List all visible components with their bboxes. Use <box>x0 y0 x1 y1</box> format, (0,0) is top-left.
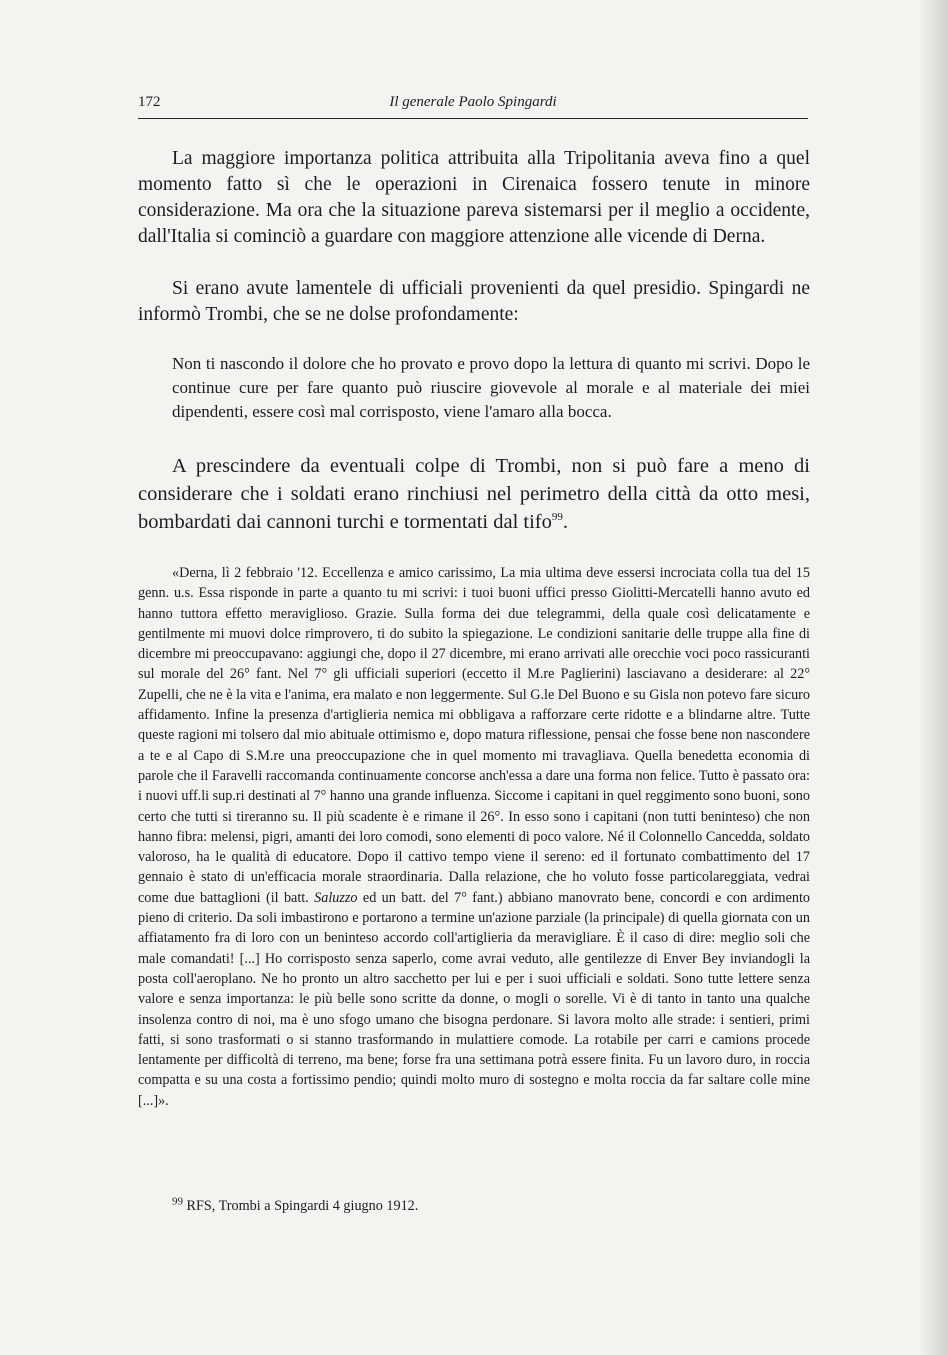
page-number: 172 <box>138 94 161 110</box>
footnote-99-text: RFS, Trombi a Spingardi 4 giugno 1912. <box>186 1198 419 1214</box>
footnote-letter <box>138 563 810 1111</box>
block-quote: Non ti nascondo il dolore che ho provato e provo dopo la lettura di quanto mi scrivi. Dopo le continue cure per fare quanto può riuscire giovevole al morale e al materiale dei miei dipendenti, essere così mal corrisposto, viene l'amaro alla bocca. <box>172 354 810 421</box>
body-paragraph-2: Si erano avute lamentele di ufficiali provenienti da quel presidio. Spingardi ne informò Trombi, che se ne dolse profondamente: <box>138 278 810 325</box>
running-title: Il generale Paolo Spingardi <box>389 94 557 110</box>
body-paragraph-1: La maggiore importanza politica attribuita alla Tripolitania aveva fino a quel momento fatto sì che le operazioni in Cirenaica fossero tenute in minore considerazione. Ma ora che la situazione pareva sistemarsi per il meglio a occidente, dall'Italia si cominciò a guardare con maggiore attenzione alle vicende di Derna. <box>138 148 810 247</box>
footnote-ref-99[interactable]: 99 <box>551 511 563 524</box>
footnote-letter-italic: Saluzzo <box>314 889 358 906</box>
body-paragraph-3-end: . <box>562 511 568 533</box>
page-header <box>138 92 808 119</box>
footnote-99-number: 99 <box>172 1195 183 1208</box>
footnote-99 <box>172 1196 810 1216</box>
body-paragraph-3 <box>138 452 810 536</box>
body-paragraph-3-text: A prescindere da eventuali colpe di Trombi, non si può fare a meno di considerare che i soldati erano rinchiusi nel perimetro della città da otto mesi, bombardati dai cannoni turchi e tormentati dal tifo <box>138 455 810 533</box>
footnote-letter-part-2: ed un batt. del 7° fant.) abbiano manovrato bene, concordi e con ardimento pieno di criterio. Da soli imbastirono e portarono a termine un'azione parziale (la principale) di quella giornata con un affiatamento fra di loro con un beninteso accordo coll'artiglieria da meravigliare. È il caso di dire: meglio soli che male comandati! [...] Ho corrisposto senza saperlo, come avrai veduto, alle gentilezze di Enver Bey inviandogli la posta coll'aeroplano. Ne ho pronto un altro sacchetto per lui e per i suoi ufficiali e soldati. Sono tutte lettere senza valore e senza importanza: le più belle sono scritte da donne, o mogli o sorelle. Vi è di tanto in tanto una qualche insolenza contro di noi, ma è uno sfogo umano che bisogna perdonare. Si lavora molto alle strade: i sentieri, primi fatti, si sono trasformati o si stanno trasformando in mulattiere comode. La rotabile per carri e camions procede lentamente per difficoltà di terreno, ma bene; forse fra una settimana potrà essere finita. Fu un lavoro duro, in roccia compatta e su una costa a fortissimo pendio; quindi molto muro di sostegno e molta roccia da far saltare colle mine [...]». <box>138 889 810 1109</box>
scan-edge-shadow <box>918 0 948 1355</box>
footnote-letter-part-1: «Derna, lì 2 febbraio '12. Eccellenza e amico carissimo, La mia ultima deve essersi incrociata colla tua del 15 genn. u.s. Essa risponde in parte a quanto tu mi scrivi: i tuoi buoni uffici presso Giolitti-Mercatelli hanno avuto ed hanno tuttora effetto meraviglioso. Grazie. Sulla forma dei due telegrammi, della quale così delicatamente e gentilmente mi muovi dolce rimprovero, ti do subito la spiegazione. Le condizioni sanitarie delle truppe alla fine di dicembre mi preoccupavano: aggiungi che, dopo il 27 dicembre, mi erano arrivati alle orecchie voci poco rassicuranti sul morale del 26° fant. Nel 7° gli ufficiali superiori (eccetto il M.re Paglierini) lasciavano a desiderare: al 22° Zupelli, che ne è la vita e l'anima, era malato e non leggermente. Sul G.le Del Buono e su Gisla non potevo fare sicuro affidamento. Infine la presenza d'artiglieria nemica mi obbligava a rafforzare certe ridotte e a blindarne altre. Tutte queste ragioni mi tolsero dal mio abituale ottimismo e, dopo matura riflessione, pensai che fosse bene non nascondere a te e al Capo di S.M.re una preoccupazione che in quel momento mi travagliava. Quella benedetta economia di parole che il Faravelli raccomanda continuamente concorse anch'essa a dare una forma non felice. Tutto è passato ora: i nuovi uff.li sup.ri destinati al 7° hanno una grande influenza. Siccome i capitani in quel reggimento sono buoni, sono certo che tutti si tireranno su. Il più scadente è e rimane il 26°. In esso sono i capitani (non tutti beninteso) che non hanno fibra: melensi, pigri, amanti dei loro comodi, sono elementi di poco valore. Né il Colonnello Cancedda, soldato valoroso, ha le qualità di educatore. Dopo il cattivo tempo viene il sereno: ed il fortunato combattimento del 17 gennaio è stato di un'efficacia morale straordinaria. Dalla relazione, che ho voluto fosse particolareggiata, vedrai come due battaglioni (il batt. <box>138 565 810 906</box>
